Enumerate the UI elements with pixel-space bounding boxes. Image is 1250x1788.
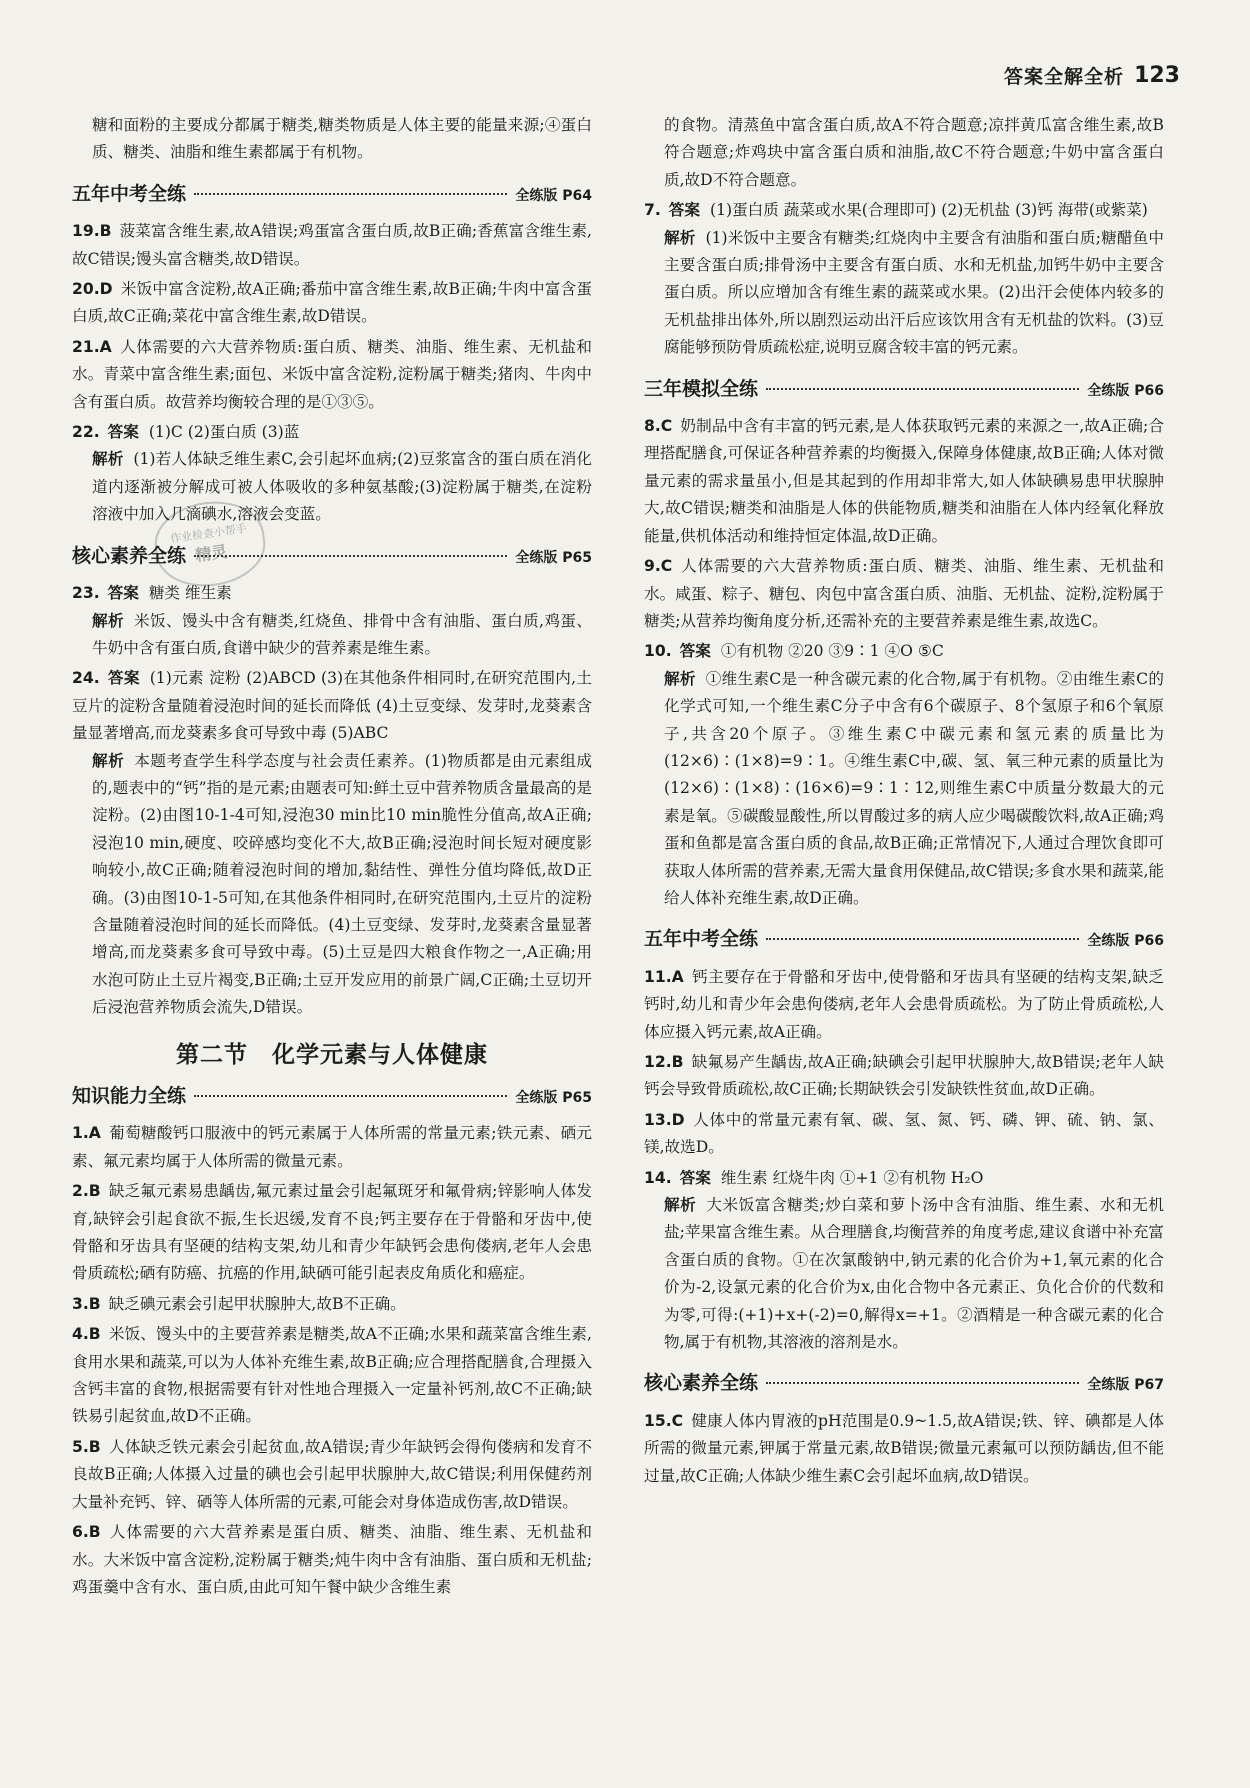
section-title: 知识能力全练 (72, 1085, 187, 1107)
question-number: 2.B (72, 1182, 101, 1201)
question-number: 10. (644, 642, 672, 661)
analysis-text: (1)米饭中主要含有糖类;红烧肉中主要含有油脂和蛋白质;糖醋鱼中主要含蛋白质;排骨汤中主要含有蛋白质、水和无机盐,加钙牛奶中主要含蛋白质。所以应增加含有维生素的蔬菜或水果。(2)出汗会使体内较多的无机盐排出体外,所以剧烈运动出汗后应该饮用含有无机盐的饮料。(3)豆腐能够预防骨质疏松症,说明豆腐含较丰富的钙元素。 (664, 228, 1164, 357)
section-ref: 全练版 P65 (515, 549, 592, 566)
question-text: 缺乏氟元素易患龋齿,氟元素过量会引起氟斑牙和氟骨病;锌影响人体发育,缺锌会引起食欲不振,生长迟缓,发育不良;钙主要存在于骨骼和牙齿中,使骨骼和牙齿具有坚硬的结构支架,幼儿和青少年缺钙会患佝偻病,老年人会患骨质疏松;硒有防癌、抗癌的作用,缺硒可能引起表皮角质化和癌症。 (72, 1182, 592, 1283)
analysis-text: (1)若人体缺乏维生素C,会引起坏血病;(2)豆浆富含的蛋白质在消化道内逐渐被分解成可被人体吸收的多种氨基酸;(3)淀粉属于糖类,在淀粉溶液中加入几滴碘水,溶液会变蓝。 (92, 450, 592, 524)
answer-tag: 答案 (107, 669, 140, 688)
analysis-text: 米饭、馒头中含有糖类,红烧鱼、排骨中含有油脂、蛋白质,鸡蛋、牛奶中含有蛋白质,食谱中缺少的营养素是维生素。 (92, 611, 592, 657)
question-text: 缺乏碘元素会引起甲状腺肿大,故B不正确。 (108, 1294, 406, 1313)
question-4 (72, 1321, 592, 1431)
question-7 (644, 197, 1164, 361)
stamp-sub: 精灵 (194, 541, 229, 565)
question-number: 12.B (644, 1053, 684, 1071)
question-24 (72, 665, 592, 1021)
question-12 (644, 1049, 1164, 1104)
answer-tag: 答案 (107, 423, 139, 442)
page-number: 123 (1134, 63, 1180, 88)
answer-text: 糖类 维生素 (148, 584, 232, 603)
dotted-leader (766, 388, 1079, 390)
analysis-tag: 解析 (664, 1196, 697, 1215)
section-title: 五年中考全练 (72, 182, 187, 205)
answer-text: 维生素 红烧牛肉 ①+1 ②有机物 H₂O (720, 1168, 984, 1187)
analysis-text: 大米饭富含糖类;炒白菜和萝卜汤中含有油脂、维生素、水和无机盐;苹果富含维生素。从合理膳食,均衡营养的角度考虑,建议食谱中补充富含蛋白质的食物。①在次氯酸钠中,钠元素的化合价为+1,氧元素的化合价为-2,设氯元素的化合价为x,由化合物中各元素正、负化合价的代数和为零,可得:(+1)+x+(-2)=0,解得x=+1。②酒精是一种含碳元素的化合物,属于有机物,其溶液的溶剂是水。 (664, 1196, 1164, 1352)
question-19 (72, 218, 592, 273)
question-number: 5.B (72, 1437, 101, 1456)
question-number: 11.A (644, 967, 684, 986)
answer-tag: 答案 (107, 584, 139, 603)
question-number: 21.A (72, 337, 112, 356)
question-text: 缺氟易产生龋齿,故A正确;缺碘会引起甲状腺肿大,故B错误;老年人缺钙会导致骨质疏松,故C正确;长期缺铁会引发缺铁性贫血,故D正确。 (644, 1053, 1164, 1099)
question-6 (72, 1519, 592, 1601)
question-text: 人体需要的六大营养物质:蛋白质、糖类、油脂、维生素、无机盐和水。青菜中富含维生素;面包、米饭中富含淀粉,淀粉属于糖类;猪肉、牛肉中含有蛋白质。故营养均衡较合理的是①③⑤。 (72, 337, 592, 411)
left-column (72, 112, 592, 1604)
question-number: 15.C (644, 1411, 684, 1430)
section-header (644, 1370, 1164, 1399)
question-number: 13.D (644, 1110, 685, 1129)
dotted-leader (766, 938, 1079, 940)
analysis-tag: 解析 (664, 228, 696, 247)
question-number: 14. (644, 1168, 672, 1187)
section-header (644, 926, 1164, 955)
analysis-text: 本题考查学生科学态度与社会责任素养。(1)物质都是由元素组成的,题表中的“钙”指的是元素;由题表可知:鲜土豆中营养物质含量最高的是淀粉。(2)由图10-1-4可知,浸泡30 min比10 min脆性分值高,故A正确;浸泡10 min,硬度、咬碎感均变化不大,故B正确;浸泡时间长短对硬度影响较小,故C正确;随着浸泡时间的增加,黏结性、弹性分值均降低,故D正确。(3)由图10-1-5可知,在其他条件相同时,在研究范围内,土豆片的淀粉含量随着浸泡时间的延长而降低。(4)土豆变绿、发芽时,龙葵素含量显著增高,而龙葵素多食可导致中毒。(5)土豆是四大粮食作物之一,A正确;用水泡可防止土豆片褐变,B正确;土豆开发应用的前景广阔,C正确;土豆切开后浸泡营养物质会流失,D错误。 (92, 751, 592, 1017)
section-ref: 全练版 P67 (1087, 1377, 1164, 1394)
section-ref: 全练版 P65 (515, 1090, 592, 1106)
dotted-leader (194, 1095, 507, 1097)
question-number: 23. (72, 584, 100, 603)
question-text: 钙主要存在于骨骼和牙齿中,使骨骼和牙齿具有坚硬的结构支架,缺乏钙时,幼儿和青少年会患佝偻病,老年人会患骨质疏松。为了防止骨质疏松,人体应摄入钙元素,故A正确。 (644, 967, 1164, 1041)
question-text: 人体中的常量元素有氧、碳、氢、氮、钙、磷、钾、硫、钠、氯、镁,故选D。 (644, 1110, 1164, 1157)
header-title: 答案全解全析 (1004, 66, 1125, 88)
question-number: 7. (644, 201, 661, 220)
section-ref: 全练版 P64 (515, 187, 592, 204)
question-13 (644, 1107, 1164, 1162)
section-title: 三年模拟全练 (644, 377, 759, 400)
analysis-tag: 解析 (92, 751, 125, 770)
question-21 (72, 334, 592, 416)
question-number: 22. (72, 423, 100, 442)
question-text: 人体需要的六大营养素是蛋白质、糖类、油脂、维生素、无机盐和水。大米饭中富含淀粉,淀粉属于糖类;炖牛肉中含有油脂、蛋白质和无机盐;鸡蛋羹中含有水、蛋白质,由此可知午餐中缺少含维生素 (72, 1523, 592, 1596)
question-number: 24. (72, 669, 100, 688)
analysis-tag: 解析 (664, 669, 696, 688)
section-header (72, 543, 592, 572)
dotted-leader (194, 555, 507, 557)
question-text: 人体缺乏铁元素会引起贫血,故A错误;青少年缺钙会得佝偻病和发育不良故B正确;人体摄入过量的碘也会引起甲状腺肿大,故C错误;利用保健药剂大量补充钙、锌、硒等人体所需的元素,可能会对身体造成伤害,故D错误。 (72, 1437, 592, 1511)
question-text: 菠菜富含维生素,故A错误;鸡蛋富含蛋白质,故B正确;香蕉富含维生素,故C错误;馒头富含糖类,故D错误。 (72, 222, 592, 268)
section-title: 核心素养全练 (644, 1372, 759, 1395)
answer-text: (1)C (2)蛋白质 (3)蓝 (148, 423, 300, 442)
question-6-continued: 的食物。清蒸鱼中富含蛋白质,故A不符合题意;凉拌黄瓜富含维生素,故B符合题意;炸鸡块中富含蛋白质和油脂,故C不符合题意;牛奶中富含蛋白质,故D不符合题意。 (664, 116, 1164, 189)
question-1 (72, 1120, 592, 1175)
chapter-name: 化学元素与人体健康 (272, 1041, 488, 1068)
question-5 (72, 1434, 592, 1516)
question-text: 人体需要的六大营养物质:蛋白质、糖类、油脂、维生素、无机盐和水。咸蛋、粽子、糖包、肉包中富含蛋白质、油脂、无机盐、淀粉,淀粉属于糖类;从营养均衡角度分析,还需补充的主要营养素是维生素,故选C。 (644, 557, 1164, 630)
dotted-leader (766, 1382, 1079, 1384)
question-2 (72, 1178, 592, 1288)
question-8 (644, 413, 1164, 550)
section-header (72, 181, 592, 210)
question-number: 8.C (644, 417, 673, 436)
question-number: 20.D (72, 280, 113, 299)
question-text: 健康人体内胃液的pH范围是0.9~1.5,故A错误;铁、锌、碘都是人体所需的微量元素,钾属于常量元素,故B错误;微量元素氟可以预防龋齿,但不能过量,故C正确;人体缺少维生素C会引起坏血病,故D错误。 (644, 1411, 1164, 1485)
question-20 (72, 276, 592, 331)
question-text: 米饭中富含淀粉,故A正确;番茄中富含维生素,故B正确;牛肉中富含蛋白质,故C正确;菜花中富含维生素,故D错误。 (72, 280, 592, 326)
question-22 (72, 419, 592, 529)
page-header (1004, 62, 1180, 89)
analysis-tag: 解析 (92, 611, 124, 630)
question-text: 米饭、馒头中的主要营养素是糖类,故A不正确;水果和蔬菜富含维生素,食用水果和蔬菜,可以为人体补充维生素,故B正确;应合理搭配膳食,合理摄入含钙丰富的食物,根据需要有针对性地合理摄入一定量补钙剂,故C不正确;缺铁易引起贫血,故D不正确。 (72, 1325, 592, 1426)
question-23 (72, 580, 592, 662)
question-3 (72, 1291, 592, 1318)
question-number: 6.B (72, 1523, 101, 1542)
question-10 (644, 638, 1164, 912)
dotted-leader (194, 193, 507, 195)
intro-text: 糖和面粉的主要成分都属于糖类,糖类物质是人体主要的能量来源;④蛋白质、糖类、油脂和维生素都属于有机物。 (92, 116, 592, 162)
stamp-text: 作业检查小帮手 (169, 521, 248, 545)
question-text: 葡萄糖酸钙口服液中的钙元素属于人体所需的常量元素;铁元素、硒元素、氟元素均属于人体所需的微量元素。 (72, 1124, 592, 1170)
answer-text: (1)元素 淀粉 (2)ABCD (3)在其他条件相同时,在研究范围内,土豆片的淀粉含量随着浸泡时间的延长而降低 (4)土豆变绿、发芽时,龙葵素含量显著增高,而龙葵素多食可导致中毒 (5)ABC (72, 669, 592, 743)
section-title: 核心素养全练 (72, 544, 187, 567)
question-number: 4.B (72, 1325, 101, 1344)
answer-text: (1)蛋白质 蔬菜或水果(合理即可) (2)无机盐 (3)钙 海带(或紫菜) (709, 201, 1148, 220)
question-number: 3.B (72, 1294, 101, 1313)
answer-tag: 答案 (668, 201, 700, 220)
chapter-number: 第二节 (176, 1041, 248, 1068)
right-column (644, 112, 1164, 1493)
answer-tag: 答案 (679, 1168, 711, 1187)
answer-tag: 答案 (679, 642, 711, 661)
question-14 (644, 1165, 1164, 1357)
section-header (644, 376, 1164, 405)
answer-text: ①有机物 ②20 ③9∶1 ④O ⑤C (720, 642, 944, 661)
analysis-tag: 解析 (92, 450, 124, 469)
section-ref: 全练版 P66 (1087, 933, 1164, 950)
section-ref: 全练版 P66 (1087, 382, 1164, 399)
question-number: 19.B (72, 222, 112, 241)
question-15 (644, 1408, 1164, 1490)
question-text: 奶制品中含有丰富的钙元素,是人体获取钙元素的来源之一,故A正确;合理搭配膳食,可保证各种营养素的均衡摄入,保障身体健康,故B正确;人体对微量元素的需求量虽小,但是其起到的作用却非常大,如人体缺碘易患甲状腺肿大,故C错误;糖类和油脂是人体的供能物质,糖类和油脂在人体内经氧化释放能量,供机体活动和维持恒定体温,故D正确。 (644, 417, 1164, 545)
question-9 (644, 553, 1164, 635)
question-11 (644, 964, 1164, 1046)
question-number: 1.A (72, 1124, 101, 1143)
question-number: 9.C (644, 557, 673, 576)
chapter-title (72, 1042, 592, 1069)
analysis-text: ①维生素C是一种含碳元素的化合物,属于有机物。②由维生素C的化学式可知,一个维生素C分子中含有6个碳原子、8个氢原子和6个氧原子,共含20个原子。③维生素C中碳元素和氢元素的质量比为(12×6)∶(1×8)=9∶1。④维生素C中,碳、氢、氧三种元素的质量比为(12×6)∶(1×8)∶(16×6)=9∶1∶12,则维生素C中质量分数最大的元素是氧。⑤碳酸显酸性,所以胃酸过多的病人应少喝碳酸饮料,故A正确;鸡蛋和鱼都是富含蛋白质的食品,故B正确;正常情况下,人通过合理饮食即可获取人体所需的营养素,无需大量食用保健品,故C错误;多食水果和蔬菜,能给人体补充维生素,故D正确。 (664, 669, 1164, 907)
section-header (72, 1083, 592, 1112)
section-title: 五年中考全练 (644, 928, 759, 951)
